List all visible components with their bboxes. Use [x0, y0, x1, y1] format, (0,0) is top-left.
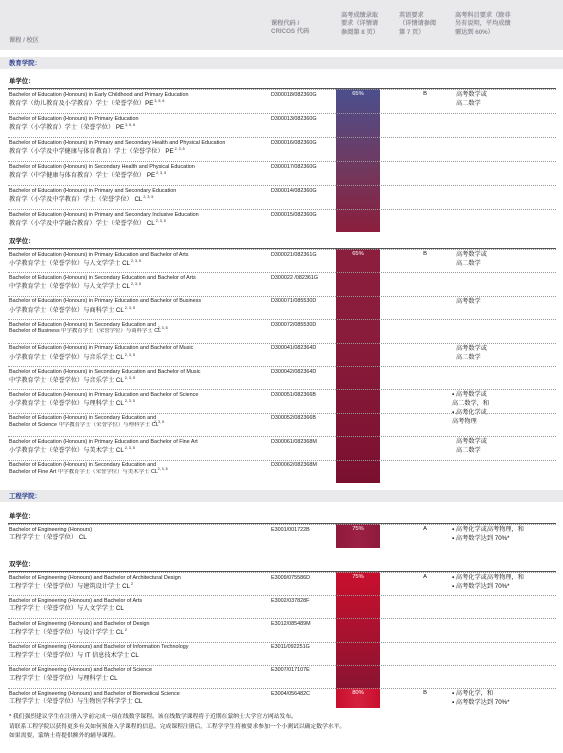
footnote-ref: 2, 3, 5: [156, 171, 167, 175]
program-name-cn-text: 工程学学士（荣誉学位）与理科学士 CL: [9, 674, 118, 682]
faculty-engineering-title: 工程学院：: [0, 490, 563, 502]
course-code: D300016/082360G: [271, 139, 317, 146]
course-code: D300072/085530D: [271, 321, 317, 328]
table-row: [8, 595, 556, 618]
program-name-cn: [9, 605, 124, 613]
course-code: D300071/085530D: [271, 298, 317, 305]
program-name-cn-text: 小学教育学士（荣誉学位）与商科学士 CL: [9, 306, 124, 314]
footnote-ref: 2, 3, 5: [154, 419, 164, 424]
engineering-double-label: 双学位：: [9, 561, 35, 568]
footnote-ref: 3, 5, 6: [125, 123, 136, 127]
education-single-label: 单学位：: [9, 78, 35, 85]
program-name-cn-text: 教育学（中学健康与体育教育）学士（荣誉学位） PE: [9, 172, 156, 179]
program-name-cn-text: 中学教育学士（荣誉学位）与人文学学士 CL: [9, 283, 131, 291]
program-name-cn-text: 小学教育学士（荣誉学位）与理科学士 CL: [9, 400, 124, 408]
score-value: 80%: [352, 690, 364, 696]
footnote-ref: 2: [124, 628, 127, 633]
program-name-cn: [9, 219, 166, 228]
col-subjects-header: 高考科目要求（除非 另有说明，平均成绩 需达到 60%）: [455, 12, 511, 36]
program-name-en: Bachelor of Engineering (Honours) and Bachelor of Design: [9, 620, 150, 627]
program-name-en: Bachelor of Education (Honours) in Primary Education and Bachelor of Science: [9, 391, 199, 398]
program-name-cn: [9, 282, 141, 291]
footnote-line: * 我们强烈建议学生在注册入学前完成一项在线数学课程。该在线数学课程将于近期在蒙纳士大学官方网站发布。: [9, 714, 297, 720]
program-name-en-cn: Bachelor of Science 中学教育学士（荣誉学位）与理科学士 CL: [9, 421, 159, 428]
score-value: 75%: [352, 526, 364, 532]
course-code: D300014/082360G: [271, 187, 317, 194]
course-code: E3011/092251G: [271, 644, 310, 651]
table-row: [8, 642, 556, 665]
program-name-en: Bachelor of Education (Honours) in Secondary Education and Bachelor of Arts: [9, 274, 196, 281]
table-row: [8, 436, 556, 459]
course-code: D300015/082360G: [271, 211, 317, 218]
program-name-cn: [9, 698, 142, 706]
table-row: [8, 524, 556, 548]
course-code: D300051/082366B: [271, 391, 316, 398]
course-code: E3004/056482C: [271, 690, 310, 697]
program-name-en: Bachelor of Engineering (Honours) and Bachelor of Science: [9, 667, 152, 674]
footnote-ref: 2, 3, 5: [143, 195, 154, 199]
table-row: [8, 389, 556, 412]
program-name-cn-text: 教育学（小学教育）学士（荣誉学位） PE: [9, 124, 125, 131]
english-requirement: B: [423, 91, 427, 97]
table-row: [8, 319, 556, 342]
subject-requirement: ▪ 高考化学或高考物理，和 ▪ 高考数学达到 70%*: [452, 574, 524, 590]
footnote-marker: [153, 420, 164, 429]
score-value: 75%: [352, 574, 364, 580]
course-code: D300018/082360G: [271, 91, 317, 98]
english-requirement: B: [423, 690, 427, 696]
col-english-header: 英语要求 （详情请参阅 第 7 页）: [399, 12, 437, 36]
program-name-cn: [9, 123, 135, 132]
program-name-en-cn: Bachelor of Business 中学教育学士（荣誉学位）与商科学士 CL: [9, 328, 162, 335]
course-code: E3009/075586D: [271, 574, 310, 581]
course-code: E3002/037828F: [271, 597, 310, 604]
footnote-ref: 2, 3, 5: [157, 326, 168, 331]
course-code: D300021/082361G: [271, 251, 317, 258]
english-requirement: A: [423, 574, 427, 580]
footnote-marker: [157, 467, 168, 476]
footnote-ref: 2, 3, 5: [155, 219, 166, 223]
english-requirement: B: [423, 251, 427, 257]
program-name-en: Bachelor of Education (Honours) in Secondary Health and Physical Education: [9, 163, 195, 170]
program-name-cn-text: 工程学学士（荣誉学位）与建筑设计学士 CL: [9, 583, 131, 590]
table-row: [8, 89, 556, 113]
course-code: D300052/082366B: [271, 415, 316, 422]
program-name-cn-text: 小学教育学士（荣誉学位）与人文学学士 CL: [9, 260, 131, 267]
table-row: [8, 249, 556, 272]
program-name-cn-text: 工程学学士（荣誉学位）与生物医学科学学士 CL: [9, 698, 143, 705]
engineering-single-label: 单学位：: [9, 513, 35, 520]
program-name-en: Bachelor of Engineering (Honours): [9, 526, 93, 533]
table-row: [8, 296, 556, 319]
table-row: [8, 665, 556, 688]
program-name-en: Bachelor of Education (Honours) in Primary and Secondary Inclusive Education: [9, 211, 199, 218]
course-code: D300061/082368M: [271, 438, 317, 445]
course-code: D300042/082364D: [271, 368, 317, 375]
program-name-cn: [9, 652, 139, 660]
table-row: [8, 413, 556, 436]
col-score-header: 高考成绩录取 要求（详情请 参阅第 8 页）: [341, 12, 379, 36]
program-name-en: Bachelor of Education (Honours) in Primary and Secondary Education: [9, 187, 177, 194]
program-name-cn-text: 工程学学士（荣誉学位）与人文学学士 CL: [9, 605, 124, 613]
program-name-cn-text: 教育学（小学及中学教育）学士（荣誉学位） CL: [9, 196, 143, 203]
score-value: 65%: [352, 91, 364, 97]
footnote-ref: 2, 3, 5: [131, 259, 142, 263]
education-double-label: 双学位：: [9, 238, 35, 245]
footnote-ref: 2, 3, 5: [124, 376, 135, 380]
table-row: [8, 572, 556, 595]
program-name-cn-text: 中学教育学士（荣誉学位）与音乐学士 CL: [9, 377, 124, 384]
table-row: [8, 343, 556, 366]
program-name-cn: 工程学学士（荣誉学位） CL: [9, 534, 87, 541]
subject-requirement: 高考数学或 高二数学: [456, 438, 487, 455]
footnote-ref: 2, 3, 5: [131, 282, 142, 287]
program-name-en: Bachelor of Education (Honours) in Secondary Education and: [9, 321, 157, 328]
program-name-en: Bachelor of Education (Honours) in Primary Education: [9, 115, 139, 122]
course-code: D300062/082368M: [271, 462, 317, 469]
table-row: [8, 460, 556, 483]
table-row: [8, 209, 556, 233]
program-name-cn-text: 工程学学士（荣誉学位）与设计学学士 CL: [9, 629, 124, 637]
program-name-en: Bachelor of Education (Honours) in Early Childhood and Primary Education: [9, 91, 189, 98]
subject-requirement: 高考数学: [456, 297, 481, 305]
table-row: [8, 185, 556, 209]
program-name-cn: [9, 399, 135, 408]
table-row: [8, 272, 556, 295]
program-name-cn: [9, 147, 185, 156]
program-name-cn: [9, 628, 127, 637]
course-code: E3007/017107E: [271, 667, 310, 674]
program-name-cn-text: 教育学（幼儿教育及小学教育）学士（荣誉学位）PE: [9, 100, 154, 107]
footnote-ref: 2, 3, 5: [174, 147, 185, 151]
footnote-ref: 3, 5, 6: [154, 99, 165, 103]
footnote-ref: 2, 3, 5: [124, 399, 135, 404]
footnote-ref: 2: [131, 582, 134, 586]
subject-requirement: 高考数学或 高二数学: [456, 251, 487, 267]
course-code: D300013/082360G: [271, 115, 317, 122]
table-header: [0, 0, 563, 50]
program-name-en: Bachelor of Engineering (Honours) and Bachelor of Biomedical Science: [9, 690, 180, 697]
subject-requirement: ▪ 高考数学或 高二数学，和 ▪ 高考化学或 高考物理: [452, 391, 490, 426]
program-name-en: Bachelor of Engineering (Honours) and Bachelor of Arts: [9, 597, 143, 604]
footnote-ref: 2, 3, 5: [124, 446, 135, 451]
table-row: [8, 366, 556, 389]
program-name-cn: [9, 353, 135, 362]
english-requirement: A: [423, 526, 427, 532]
col-program-header: 课程 / 校区: [9, 37, 39, 44]
program-name-en: Bachelor of Education (Honours) in Secondary Education and: [9, 415, 157, 422]
table-row: [8, 618, 556, 641]
program-name-cn-text: 工程学学士（荣誉学位）与 IT 信息技术学士 CL: [9, 651, 139, 659]
faculty-education-title: 教育学院：: [0, 57, 563, 69]
program-name-cn: [9, 446, 135, 455]
table-row: [8, 137, 556, 161]
program-name-en: Bachelor of Education (Honours) in Primary Education and Bachelor of Arts: [9, 251, 189, 258]
program-name-cn: [9, 99, 164, 108]
program-name-cn: [9, 582, 133, 591]
footnote-ref: 2, 3, 5: [124, 305, 135, 310]
program-name-en: Bachelor of Education (Honours) in Primary Education and Bachelor of Music: [9, 345, 194, 352]
score-value: 65%: [352, 251, 364, 257]
program-name-en: Bachelor of Engineering (Honours) and Bachelor of Architectural Design: [9, 574, 181, 581]
program-name-cn: [9, 675, 118, 683]
subject-requirement: ▪ 高考化学或高考物理，和 ▪ 高考数学达到 70%*: [452, 526, 524, 542]
subject-requirement: ▪ 高考化学，和 ▪ 高考数学达到 70%*: [452, 690, 510, 706]
footnote-marker: [157, 326, 168, 335]
course-code: D300017/082360G: [271, 163, 317, 170]
footnote-line: 请联系工程学院以获得更多有关如何预备入学课程的信息。完成课程注册后，工程学学生将被要求参加一个小测试以确定数学水平。: [9, 723, 346, 730]
program-name-cn-text: 教育学（小学及中学健康与体育教育）学士（荣誉学位） PE: [9, 148, 174, 155]
course-code: D300041/082364D: [271, 345, 317, 352]
footnote-line: 如果需要，蒙纳士将提供额外的辅导课程。: [9, 733, 120, 739]
program-name-en: Bachelor of Education (Honours) in Primary Education and Bachelor of Fine Art: [9, 438, 198, 445]
footnote-ref: 2, 3, 5: [157, 466, 168, 471]
program-name-cn-text: 小学教育学士（荣誉学位）与音乐学士 CL: [9, 353, 124, 361]
col-code-header: 课程代码 / CRICOS 代码: [271, 20, 310, 36]
program-name-en: Bachelor of Education (Honours) in Secondary Education and: [9, 462, 157, 469]
program-name-cn: [9, 195, 153, 204]
table-row: [8, 161, 556, 185]
table-row: [8, 113, 556, 137]
course-code: D300022 /082361G: [271, 274, 319, 281]
program-name-cn: [9, 306, 135, 315]
program-name-en-cn: Bachelor of Fine Art 中学教育学士（荣誉学位）与美术学士 CL: [9, 468, 158, 475]
program-name-cn: [9, 376, 135, 385]
program-name-en: Bachelor of Engineering (Honours) and Bachelor of Information Technology: [9, 644, 189, 651]
program-name-cn-text: 小学教育学士（荣誉学位）与美术学士 CL: [9, 447, 124, 455]
program-name-en: Bachelor of Education (Honours) in Primary and Secondary Health and Physical Education: [9, 139, 226, 146]
program-name-cn: [9, 259, 141, 268]
subject-requirement: 高考数学或 高二数学: [456, 344, 487, 361]
table-row: [8, 688, 556, 711]
program-name-cn: [9, 171, 166, 180]
subject-requirement: 高考数学或 高二数学: [456, 91, 487, 107]
course-code: E3001/001722B: [271, 526, 310, 533]
footnote-ref: 2, 3, 5: [124, 352, 135, 357]
program-name-en: Bachelor of Education (Honours) in Secondary Education and Bachelor of Music: [9, 368, 201, 375]
program-name-en: Bachelor of Education (Honours) in Primary Education and Bachelor of Business: [9, 298, 202, 305]
program-name-cn-text: 教育学（小学及中学融合教育）学士（荣誉学位） CL: [9, 220, 155, 227]
course-code: E3012/085489M: [271, 620, 311, 627]
